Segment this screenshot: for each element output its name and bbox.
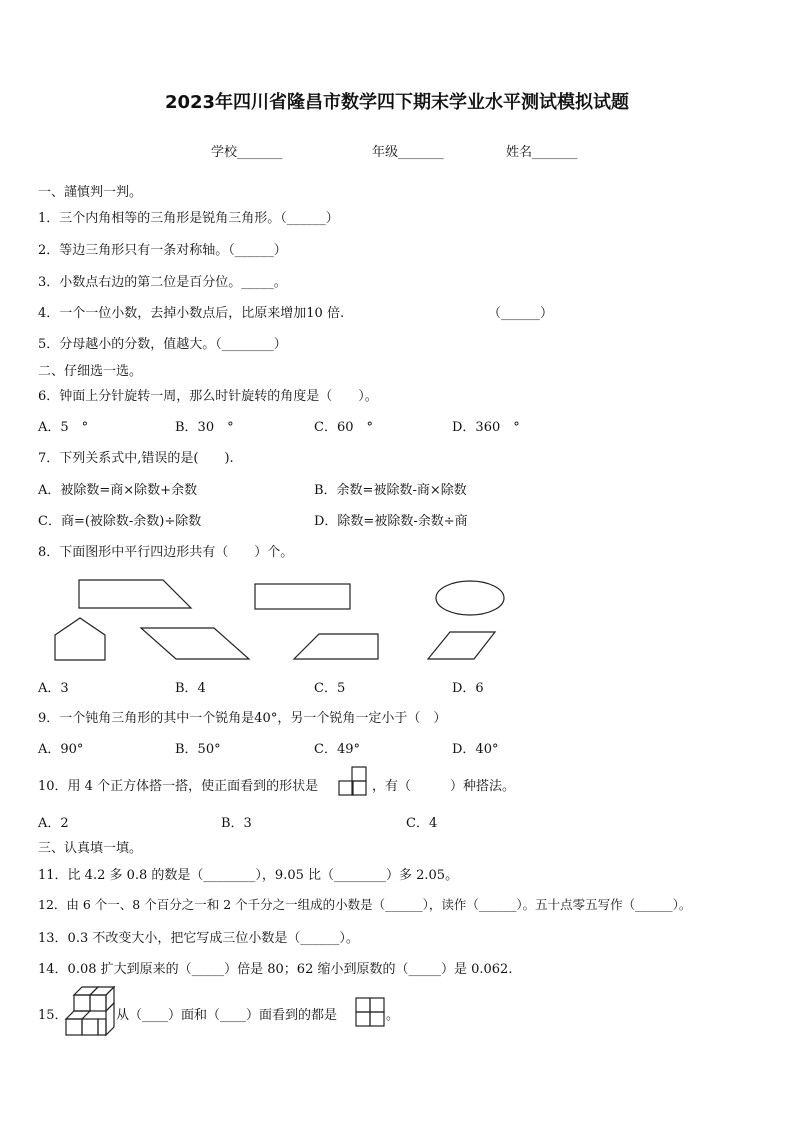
page-title: 2023年四川省隆昌市数学四下期末学业水平测试模拟试题	[164, 92, 630, 113]
shape-parallelogram-1	[141, 628, 249, 659]
grade-field: 年级_______	[372, 145, 444, 160]
question-12: 12．由 6 个一、8 个百分之一和 2 个千分之一组成的小数是（______），读作（______）。五十点零五写作（______）。	[38, 897, 692, 912]
q8-option-a: A．3	[38, 681, 69, 696]
question-2: 2．等边三角形只有一条对称轴。（______）	[38, 243, 287, 258]
q7-option-b: B．余数=被除数-商×除数	[314, 483, 467, 498]
section-2-heading: 二、仔细选一选。	[38, 364, 143, 379]
question-10-part-b: ，有（ ）种搭法。	[372, 779, 516, 794]
q9-option-b: B．50°	[175, 742, 221, 757]
question-5: 5．分母越小的分数，值越大。（________）	[38, 337, 287, 352]
q9-option-a: A．90°	[38, 742, 84, 757]
q15-view-figure	[355, 997, 387, 1027]
question-13: 13．0.3 不改变大小，把它写成三位小数是（______）。	[38, 931, 359, 946]
shape-pentagon	[55, 618, 105, 660]
question-4-blank: （______）	[488, 306, 554, 321]
question-8: 8．下面图形中平行四边形共有（ ）个。	[38, 545, 294, 560]
question-14: 14．0.08 扩大到原来的（_____）倍是 80；62 缩小到原数的（_____）是 0.062.	[38, 962, 513, 977]
q6-option-c: C．60 °	[314, 420, 373, 435]
q8-option-c: C．5	[314, 681, 346, 696]
question-7: 7．下列关系式中,错误的是( ).	[38, 451, 234, 466]
q10-option-a: A．2	[38, 816, 69, 831]
q7-option-d: D．除数=被除数-余数÷商	[314, 514, 468, 529]
q7-option-c: C．商=(被除数-余数)÷除数	[38, 514, 202, 529]
q10-option-b: B．3	[221, 816, 252, 831]
question-11: 11．比 4.2 多 0.8 的数是（________），9.05 比（________）多 2.05。	[38, 868, 459, 883]
q9-option-c: C．49°	[314, 742, 360, 757]
q8-option-d: D．6	[452, 681, 484, 696]
q9-option-d: D．40°	[452, 742, 499, 757]
question-10-part-a: 10．用 4 个正方体搭一搭，使正面看到的形状是	[38, 779, 319, 794]
q6-option-a: A．5 °	[38, 420, 89, 435]
question-15-part-b: 。	[386, 1008, 400, 1023]
q10-front-view-figure	[338, 766, 370, 796]
question-15-part-a: 从（____）面和（____）面看到的都是	[116, 1008, 338, 1023]
q6-option-d: D．360 °	[452, 420, 520, 435]
school-field: 学校_______	[211, 145, 283, 160]
section-1-heading: 一、謹慎判一判。	[38, 185, 143, 200]
q15-cube-stack-figure	[64, 985, 118, 1039]
q10-option-c: C．4	[406, 816, 438, 831]
question-1: 1．三个内角相等的三角形是锐角三角形。（______）	[38, 211, 339, 226]
name-field: 姓名_______	[506, 145, 578, 160]
q8-option-b: B．4	[175, 681, 206, 696]
question-15-number: 15．	[38, 1008, 68, 1023]
shape-parallelogram-2	[428, 632, 495, 659]
question-6: 6．钟面上分针旋转一周，那么时针旋转的角度是（ ）。	[38, 389, 378, 404]
q7-option-a: A．被除数=商×除数+余数	[38, 483, 198, 498]
question-9: 9．一个钝角三角形的其中一个锐角是40°，另一个锐角一定小于（ ）	[38, 711, 447, 726]
shape-right-trapezoid	[79, 580, 191, 608]
q6-option-b: B．30 °	[175, 420, 234, 435]
shape-ellipse	[436, 581, 504, 615]
shape-trapezoid	[294, 634, 378, 659]
question-3: 3．小数点右边的第二位是百分位。_____。	[38, 275, 287, 290]
shape-rectangle	[255, 584, 350, 609]
section-3-heading: 三、认真填一填。	[38, 841, 143, 856]
question-4: 4．一个一位小数，去掉小数点后，比原来增加10 倍.	[38, 306, 345, 321]
